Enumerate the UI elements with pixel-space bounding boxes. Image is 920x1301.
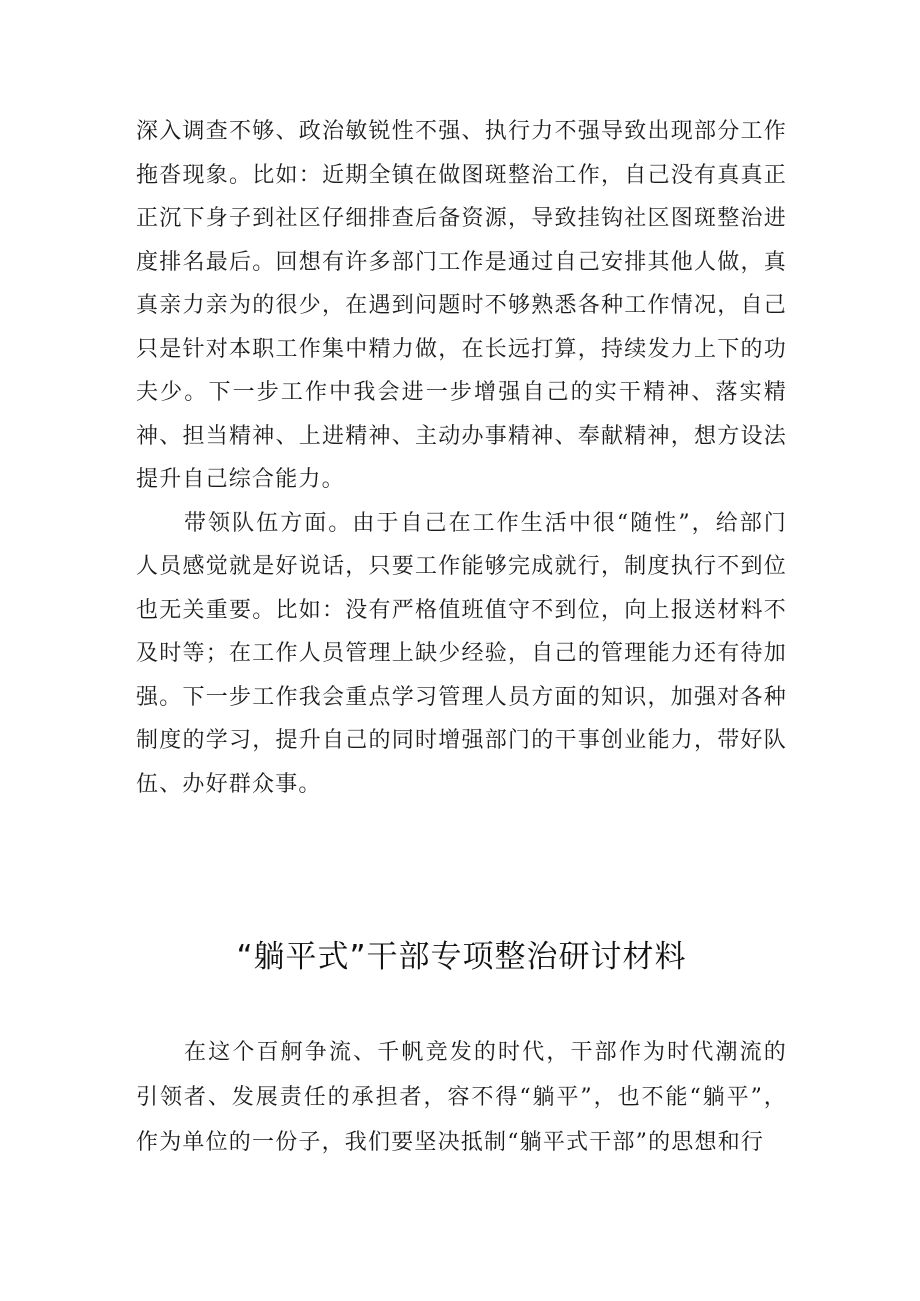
paragraph-intro: 在这个百舸争流、千帆竞发的时代，干部作为时代潮流的引领者、发展责任的承担者，容不得“躺平”，也不能“躺平”，作为单位的一份子，我们要坚决抵制“躺平式干部”的思想和行	[136, 1040, 787, 1155]
body-text-bottom	[136, 1030, 787, 1165]
section-heading: “躺平式”干部专项整治研讨材料	[236, 939, 687, 975]
paragraph-work-attitude: 深入调查不够、政治敏锐性不强、执行力不强导致出现部分工作拖沓现象。比如：近期全镇在做图斑整治工作，自己没有真真正正沉下身子到社区仔细排查后备资源，导致挂钩社区图斑整治进度排名最后。回想有许多部门工作是通过自己安排其他人做，真真亲力亲为的很少，在遇到问题时不够熟悉各种工作情况，自己只是针对本职工作集中精力做，在长远打算，持续发力上下的功夫少。下一步工作中我会进一步增强自己的实干精神、落实精神、担当精神、上进精神、主动办事精神、奉献精神，想方设法提升自己综合能力。	[136, 119, 787, 492]
paragraph-team-leadership: 带领队伍方面。由于自己在工作生活中很“随性”，给部门人员感觉就是好说话，只要工作能够完成就行，制度执行不到位也无关重要。比如：没有严格值班值守不到位，向上报送材料不及时等；在工作人员管理上缺少经验，自己的管理能力还有待加强。下一步工作我会重点学习管理人员方面的知识，加强对各种制度的学习，提升自己的同时增强部门的干事创业能力，带好队伍、办好群众事。	[136, 510, 787, 797]
body-text-top	[136, 110, 787, 806]
